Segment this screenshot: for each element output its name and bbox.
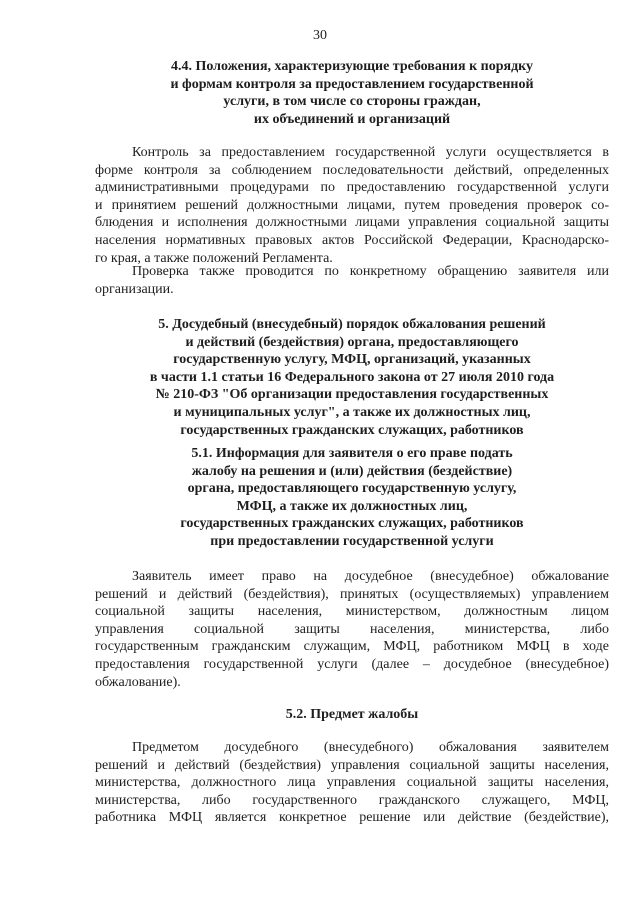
text-line: организации. <box>95 281 174 297</box>
heading-line: услуги, в том числе со стороны граждан, <box>223 94 481 110</box>
heading-line: и муниципальных услуг", а также их должностных лиц, <box>173 404 531 420</box>
section-5-1-heading <box>95 445 609 551</box>
heading-line: 5.2. Предмет жалобы <box>285 707 419 722</box>
text-line: форме контроля за соблюдением последовательности действий, определенных <box>95 162 609 178</box>
text-line: обжалование). <box>95 674 181 690</box>
text-line: решений и действий (бездействия) управления социальной защиты населения, <box>95 757 609 773</box>
heading-line: государственных гражданских служащих, работников <box>180 422 524 438</box>
heading-line: государственных гражданских служащих, работников <box>180 516 524 532</box>
heading-line: государственную услугу, МФЦ, организаций, указанных <box>173 352 531 368</box>
heading-line: МФЦ, а также их должностных лиц, <box>236 498 468 514</box>
text-line: предоставления государственной услуги (далее – досудебное (внесудебное) <box>95 656 609 672</box>
page-number: 30 <box>313 28 327 43</box>
section-4-4-paragraph-2 <box>95 263 609 298</box>
heading-line: при предоставлении государственной услуги <box>210 533 494 549</box>
heading-line: № 210-ФЗ "Об организации предоставления государственных <box>155 387 549 403</box>
heading-line: органа, предоставляющего государственную услугу, <box>187 481 517 497</box>
heading-line: и формам контроля за предоставлением государственной <box>170 76 534 92</box>
text-line: министерства, либо государственного гражданского служащего, МФЦ, <box>95 792 609 808</box>
section-5-1-paragraph-1 <box>95 568 609 691</box>
text-line: решений и действий (бездействия), принятых (осуществляемых) управлением <box>95 586 609 602</box>
heading-line: 5.1. Информация для заявителя о его праве подать <box>191 446 513 461</box>
heading-line: их объединений и организаций <box>253 111 451 127</box>
heading-line: и действий (бездействия) органа, предоставляющего <box>185 334 519 350</box>
heading-line: в части 1.1 статьи 16 Федерального закона от 27 июля 2010 года <box>149 369 555 385</box>
section-4-4-heading <box>95 58 609 128</box>
text-line: Предметом досудебного (внесудебного) обжалования заявителем <box>132 740 609 755</box>
text-line: Проверка также проводится по конкретному обращению заявителя или <box>132 264 609 279</box>
section-4-4-paragraph-1 <box>95 144 609 267</box>
text-line: Контроль за предоставлением государственной услуги осуществляется в <box>132 145 609 160</box>
text-line: административными процедурами по предоставлению государственной услуги <box>95 180 609 196</box>
text-line: Заявитель имеет право на досудебное (внесудебное) обжалование <box>132 569 609 584</box>
text-line: блюдения и исполнения должностными лицами управления социальной защиты <box>95 215 609 231</box>
section-5-2-paragraph-1 <box>95 739 609 827</box>
heading-line: 4.4. Положения, характеризующие требования к порядку <box>170 59 534 74</box>
text-line: и принятием решений должностными лицами, путем проведения проверок со- <box>95 197 609 213</box>
text-line: работника МФЦ является конкретное решение или действие (бездействие), <box>95 810 609 826</box>
text-line: населения нормативных правовых актов Российской Федерации, Краснодарско- <box>95 232 609 248</box>
text-line: управления социальной защиты населения, министерства, либо <box>95 621 609 637</box>
section-5-heading <box>95 316 609 439</box>
text-line: министерства, должностного лица управления социальной защиты населения, <box>95 775 609 791</box>
text-line: социальной защиты населения, министерством, должностным лицом <box>95 604 609 620</box>
heading-line: жалобу на решения и (или) действия (бездействие) <box>191 463 513 479</box>
section-5-2-heading <box>95 706 609 724</box>
heading-line: 5. Досудебный (внесудебный) порядок обжалования решений <box>158 317 546 332</box>
text-line: го края, а также положений Регламента. <box>95 250 333 266</box>
text-line: государственным гражданским служащим, МФЦ, работником МФЦ в ходе <box>95 639 609 655</box>
